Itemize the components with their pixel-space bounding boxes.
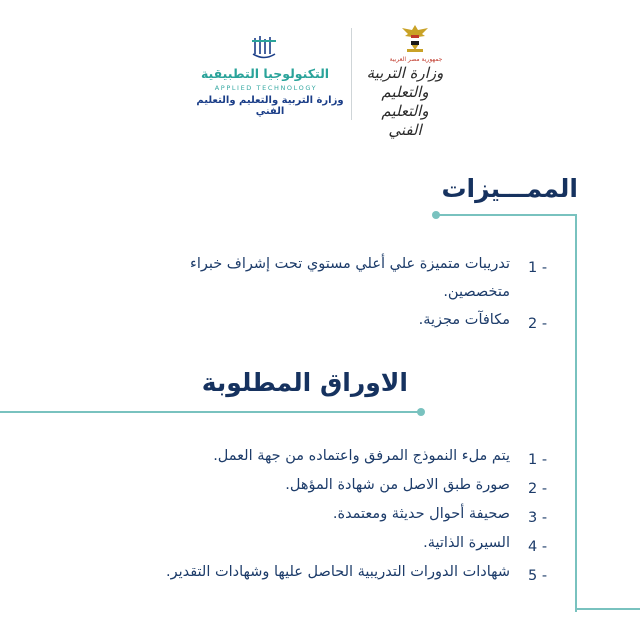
applied-technology-english: APPLIED TECHNOLOGY [214, 84, 318, 92]
features-item-text: مكافآت مجزية. [418, 312, 510, 328]
documents-item-text: صحيفة أحوال حديثة ومعتمدة. [332, 506, 510, 522]
features-title: الممـــيزات [441, 174, 578, 203]
features-item-number: 1 - [528, 260, 548, 276]
egypt-eagle-emblem-icon [398, 22, 432, 54]
applied-technology-arabic: التكنولوجيا التطبيقية [200, 66, 330, 81]
documents-item-number: 1 - [528, 452, 548, 468]
documents-item-text: شهادات الدورات التدريبية الحاصل عليها وشهادات التقدير. [165, 564, 510, 580]
documents-item-text: السيرة الذاتية. [423, 535, 510, 551]
documents-item-number: 4 - [528, 539, 548, 555]
frame-line-bottom [575, 608, 640, 610]
frame-line-features-top [436, 214, 577, 216]
documents-item-number: 2 - [528, 481, 548, 497]
documents-item-text: يتم ملء النموذج المرفق واعتماده من جهة العمل. [213, 448, 510, 464]
documents-item-number: 5 - [528, 568, 548, 584]
applied-technology-logo-icon [250, 34, 278, 62]
page-header [0, 0, 640, 140]
ministry-calligraphy-logo: وزارة التربية والتعليم والتعليم الفني [366, 64, 444, 139]
documents-item-text: صورة طبق الاصل من شهادة المؤهل. [285, 477, 510, 493]
header-divider [351, 28, 352, 120]
ministry-label: وزارة التربية والتعليم والتعليم الفني [196, 95, 344, 117]
features-item-text: تدريبات متميزة علي أعلي مستوي تحت إشراف خبراء [190, 256, 510, 272]
frame-line-features-side [575, 214, 577, 612]
frame-line-documents [0, 411, 421, 413]
features-item-number: 2 - [528, 316, 548, 332]
documents-item-number: 3 - [528, 510, 548, 526]
government-name: جمهورية مصر العربية [389, 56, 443, 63]
features-item-text: متخصصين. [443, 284, 510, 300]
documents-title: الاوراق المطلوبة [201, 368, 408, 397]
